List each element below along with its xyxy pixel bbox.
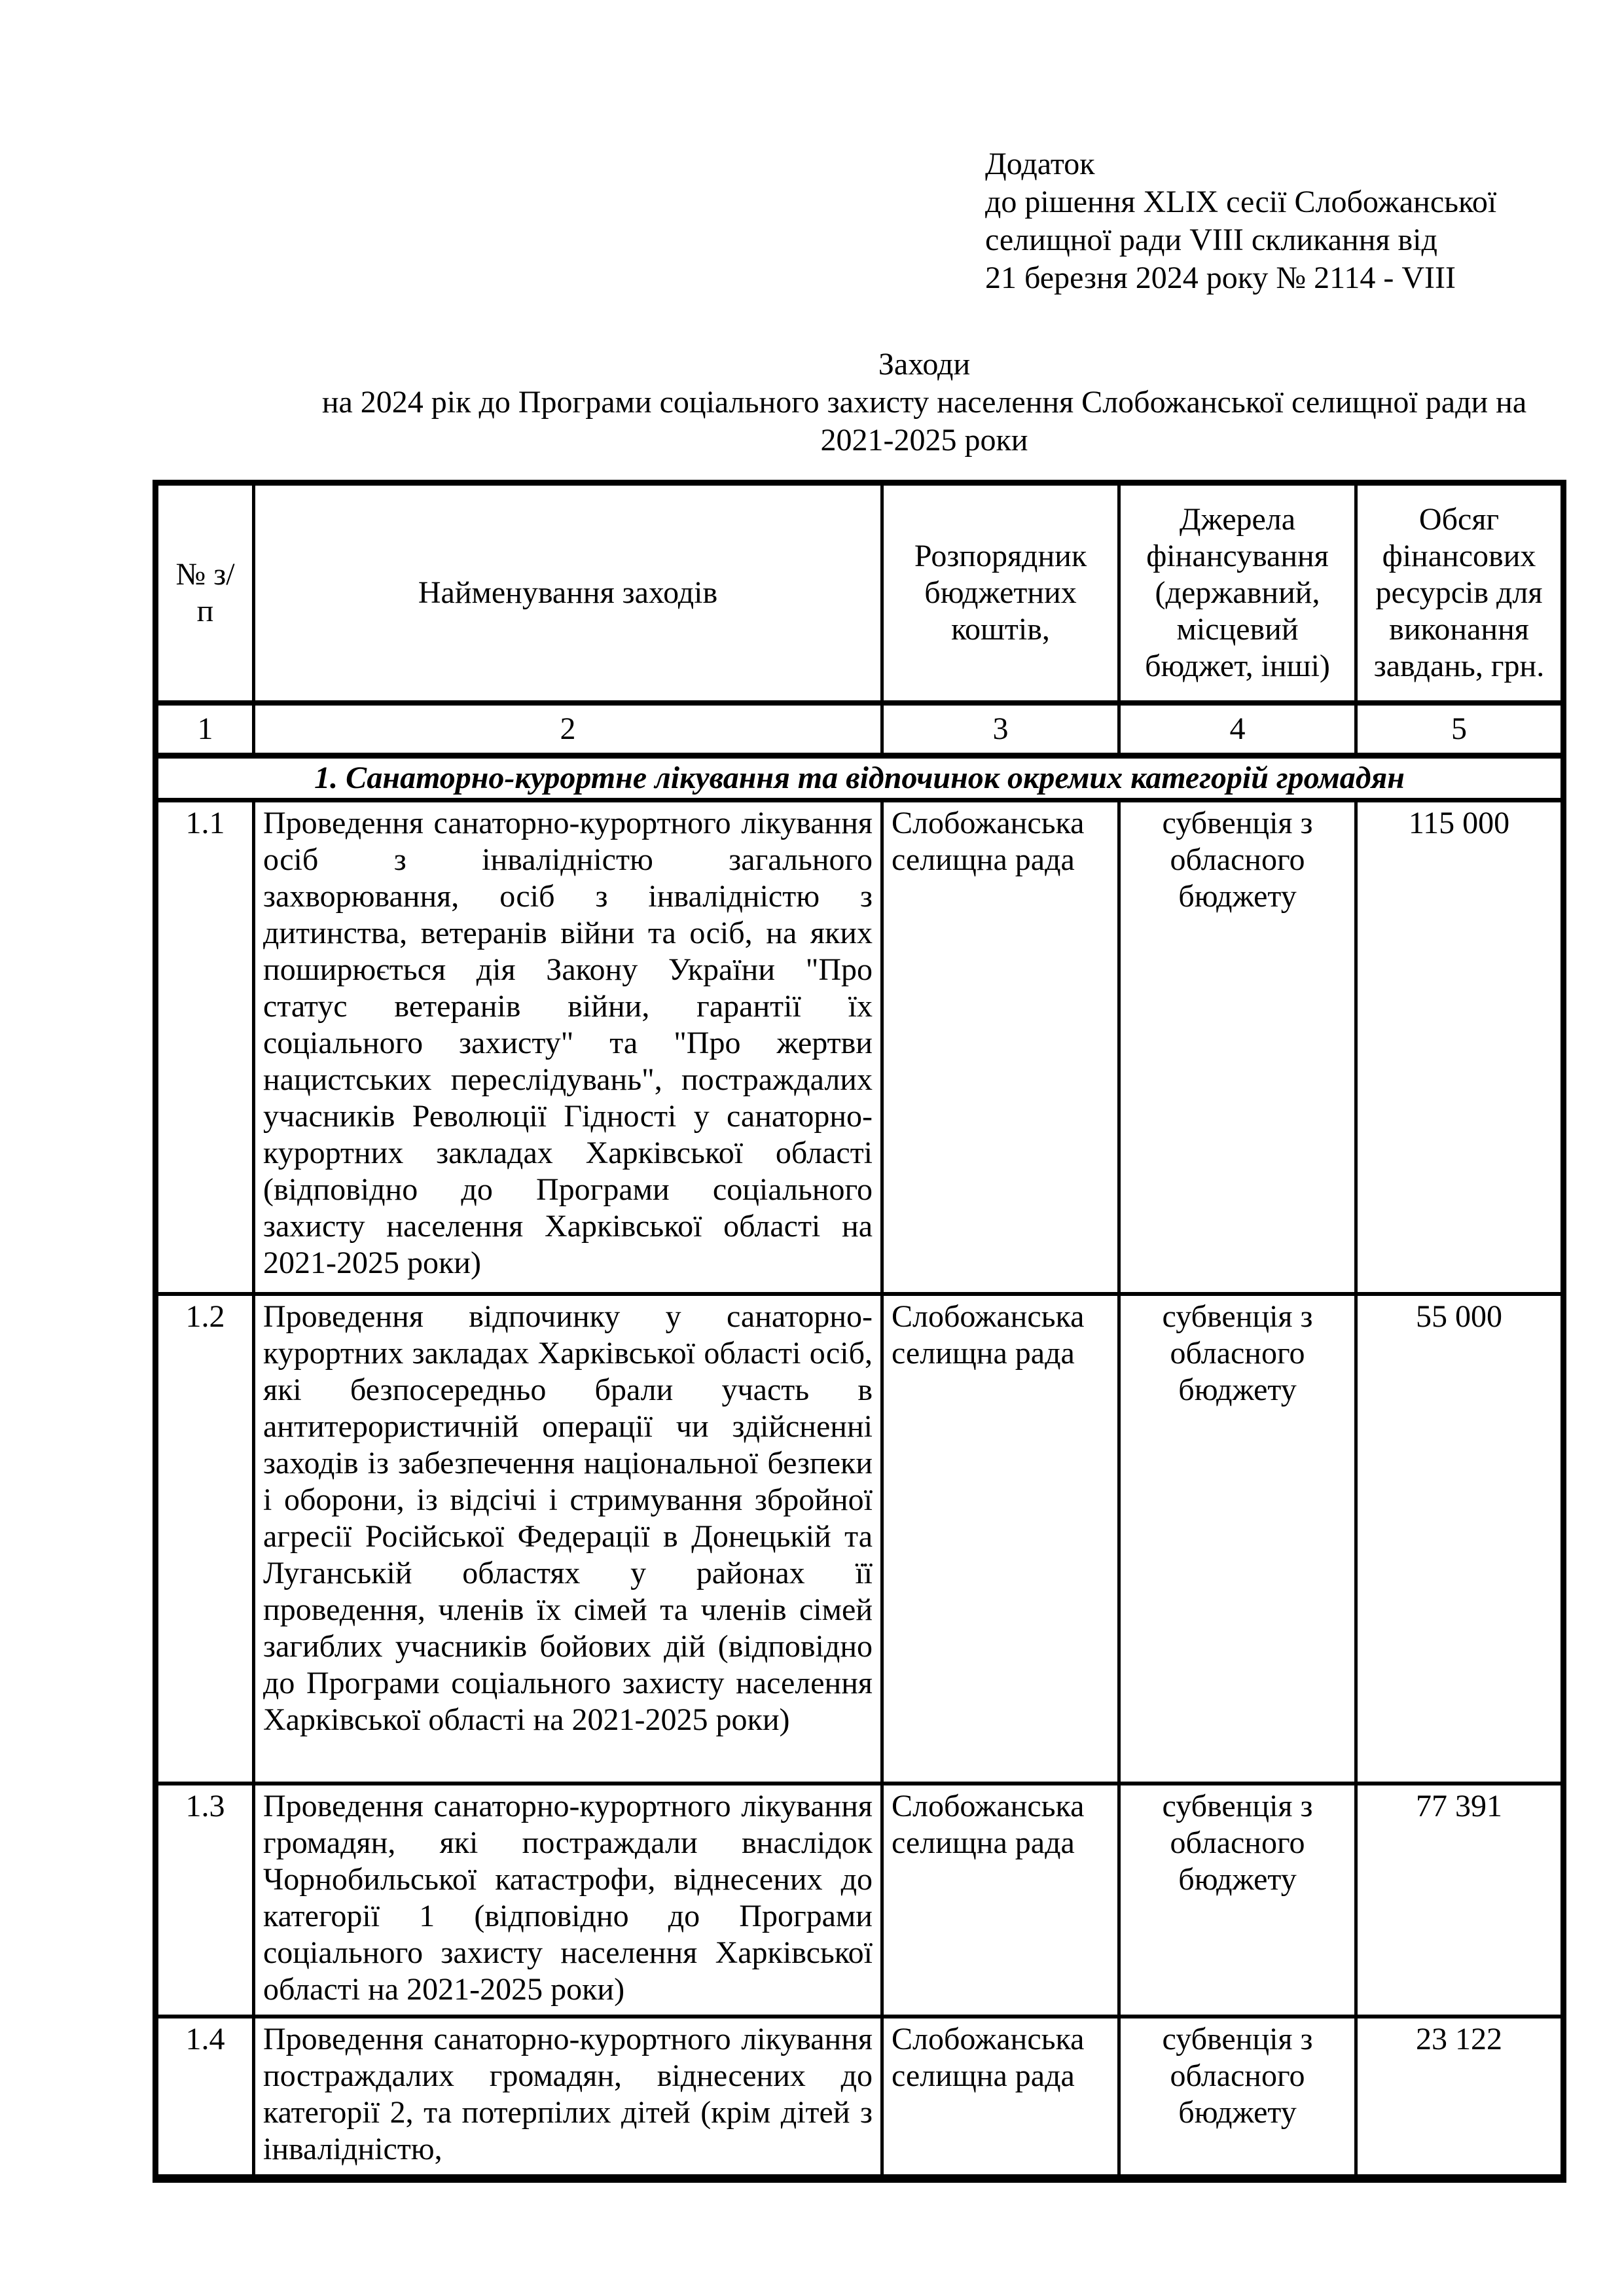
measure-name-text: Проведення відпочинку у санаторно-курортних закладах Харківської області осіб, які безпосередньо брали участь в антитерористичній операції чи здійсненні заходів із забезпечення національної безпеки і оборони, із відсічі і стримування збройної агресії Російської Федерації в Донецькій та Луганській областях у районах її проведення, членів їх сімей та членів сімей загиблих учасників бойових дій (відповідно до Програми соціального захисту населення Харківської області на 2021-2025 роки)	[263, 1299, 873, 1737]
row-number: 1.4	[156, 2017, 254, 2179]
column-number-3: 3	[882, 703, 1119, 756]
col-header-amount: Обсяг фінансових ресурсів для виконання завдань, грн.	[1356, 483, 1564, 704]
table-row	[156, 1784, 1564, 2017]
budget-manager: Слобожанська селищна рада	[882, 800, 1119, 1295]
budget-manager: Слобожанська селищна рада	[882, 1784, 1119, 2017]
annex-line: Додаток	[985, 147, 1095, 181]
measure-name	[254, 1294, 882, 1784]
title-line: Заходи	[878, 347, 971, 382]
annex-reference-block	[985, 145, 1561, 297]
table-row	[156, 1294, 1564, 1784]
column-numbers-row	[156, 703, 1564, 756]
col-header-funding-sources: Джерела фінансування (державний, місцевий бюджет, інші)	[1119, 483, 1356, 704]
measure-name	[254, 800, 882, 1295]
column-number-4: 4	[1119, 703, 1356, 756]
section-title: 1. Санаторно-курортне лікування та відпочинок окремих категорій громадян	[156, 756, 1564, 800]
measure-name-text: Проведення санаторно-курортного лікування осіб з інвалідністю загального захворювання, осіб з інвалідністю з дитинства, ветеранів війни та осіб, на яких поширюється дія Закону України "Про статус ветеранів війни, гарантії їх соціального захисту" та "Про жертви нацистських переслідувань", постраждалих учасників Революції Гідності у санаторно-курортних закладах Харківської області (відповідно до Програми соціального захисту населення Харківської області на 2021-2025 роки)	[263, 806, 873, 1280]
funding-source: субвенція з обласного бюджету	[1119, 800, 1356, 1295]
annex-line: селищної ради VIII скликання від	[985, 223, 1437, 257]
amount: 77 391	[1356, 1784, 1564, 2017]
table-row	[156, 800, 1564, 1295]
column-number-1: 1	[156, 703, 254, 756]
measures-table	[153, 480, 1566, 2183]
measure-name	[254, 1784, 882, 2017]
measure-name-text: Проведення санаторно-курортного лікування постраждалих громадян, віднесених до категорії 2, та потерпілих дітей (крім дітей з інвалідністю,	[263, 2022, 873, 2166]
budget-manager: Слобожанська селищна рада	[882, 1294, 1119, 1784]
col-header-manager: Розпорядник бюджетних коштів,	[882, 483, 1119, 704]
amount: 115 000	[1356, 800, 1564, 1295]
row-number: 1.2	[156, 1294, 254, 1784]
measure-name	[254, 2017, 882, 2179]
column-number-5: 5	[1356, 703, 1564, 756]
annex-line: до рішення XLIX сесії Слобожанської	[985, 185, 1497, 219]
amount: 23 122	[1356, 2017, 1564, 2179]
amount: 55 000	[1356, 1294, 1564, 1784]
title-line: 2021-2025 роки	[820, 423, 1028, 457]
funding-source: субвенція з обласного бюджету	[1119, 1784, 1356, 2017]
table-row	[156, 2017, 1564, 2179]
budget-manager: Слобожанська селищна рада	[882, 2017, 1119, 2179]
table-header-row	[156, 483, 1564, 704]
row-number: 1.3	[156, 1784, 254, 2017]
title-line: на 2024 рік до Програми соціального захисту населення Слобожанської селищної ради на	[321, 385, 1527, 420]
row-number: 1.1	[156, 800, 254, 1295]
section-header-row	[156, 756, 1564, 800]
annex-line: 21 березня 2024 року № 2114 - VIII	[985, 260, 1456, 295]
document-title	[287, 346, 1562, 459]
column-number-2: 2	[254, 703, 882, 756]
measure-name-text: Проведення санаторно-курортного лікування громадян, які постраждали внаслідок Чорнобильської катастрофи, віднесених до категорії 1 (відповідно до Програми соціального захисту населення Харківської області на 2021-2025 роки)	[263, 1789, 873, 2007]
col-header-number: № з/п	[156, 483, 254, 704]
funding-source: субвенція з обласного бюджету	[1119, 1294, 1356, 1784]
funding-source: субвенція з обласного бюджету	[1119, 2017, 1356, 2179]
col-header-name: Найменування заходів	[254, 483, 882, 704]
